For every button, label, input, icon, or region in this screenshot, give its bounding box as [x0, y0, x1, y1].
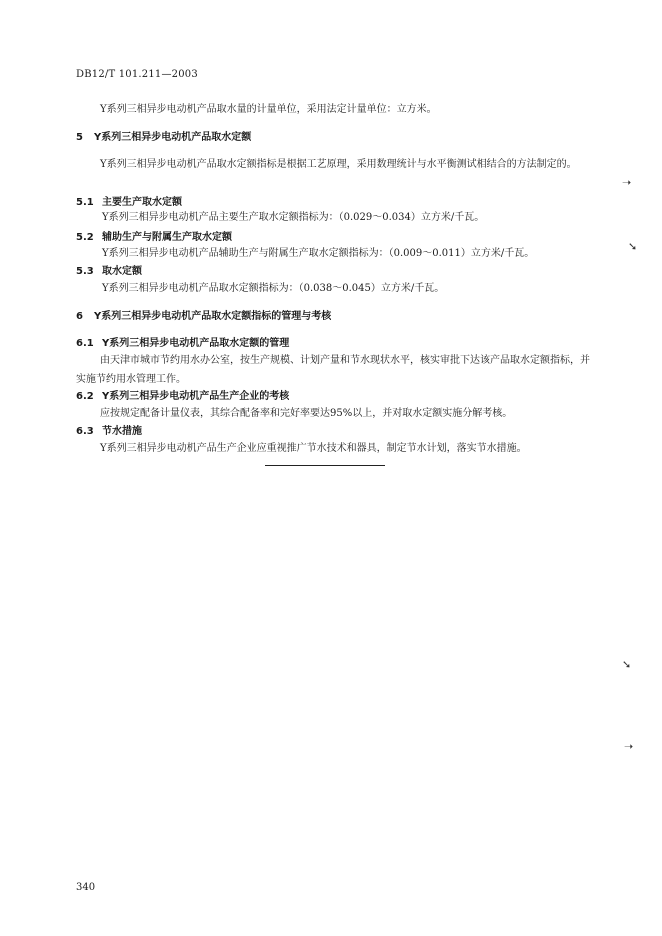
section-6-1-title: Y系列三相异步电动机产品取水定额的管理 [102, 338, 290, 349]
standard-code: DB12/T 101.211—2003 [76, 69, 198, 80]
section-5-2-number: 5.2 [76, 232, 94, 243]
page-number: 340 [76, 882, 96, 893]
section-6-title: Y系列三相异步电动机产品取水定额指标的管理与考核 [94, 311, 332, 322]
section-6-3-title: 节水措施 [102, 426, 142, 437]
section-5-1-text: Y系列三相异步电动机产品主要生产取水定额指标为：（0.029～0.034）立方米/千瓦。 [102, 212, 485, 223]
section-5-number: 5 [76, 132, 83, 143]
section-5-3-number: 5.3 [76, 266, 94, 277]
margin-mark: ➝ [624, 740, 634, 753]
section-6-2-title: Y系列三相异步电动机产品生产企业的考核 [102, 391, 290, 402]
section-5-1-number: 5.1 [76, 197, 94, 208]
section-6-number: 6 [76, 311, 83, 322]
section-6-heading [76, 307, 596, 326]
section-5-2-title: 辅助生产与附属生产取水定额 [102, 232, 232, 243]
section-5-2-text: Y系列三相异步电动机产品辅助生产与附属生产取水定额指标为：（0.009～0.011）立方米/千瓦。 [102, 248, 535, 259]
margin-mark: ➝ [622, 176, 632, 189]
section-6-1-number: 6.1 [76, 338, 94, 349]
section-6-2-text: 应按规定配备计量仪表，其综合配备率和完好率要达95%以上，并对取水定额实施分解考核。 [100, 408, 513, 419]
section-6-3-text: Y系列三相异步电动机产品生产企业应重视推广节水技术和器具，制定节水计划，落实节水措施。 [100, 443, 527, 454]
section-6-3-number: 6.3 [76, 426, 94, 437]
section-6-1-text: 由天津市城市节约用水办公室，按生产规模、计划产量和节水现状水平，核实审批下达该产品取水定额指标，并实施节约用水管理工作。 [76, 355, 590, 385]
margin-mark: ➘ [628, 240, 638, 253]
margin-mark: ➘ [622, 658, 632, 671]
section-5-3-title: 取水定额 [102, 266, 142, 277]
section-5-paragraph: Y系列三相异步电动机产品取水定额指标是根据工艺原理，采用数理统计与水平衡测试相结合的方法制定的。 [100, 159, 577, 170]
intro-paragraph: Y系列三相异步电动机产品取水量的计量单位，采用法定计量单位：立方米。 [100, 104, 437, 115]
section-5-title: Y系列三相异步电动机产品取水定额 [94, 132, 252, 143]
section-6-2-number: 6.2 [76, 391, 94, 402]
end-rule [265, 465, 385, 466]
section-5-3-text: Y系列三相异步电动机产品取水定额指标为：（0.038～0.045）立方米/千瓦。 [102, 283, 445, 294]
section-5-1-title: 主要生产取水定额 [102, 197, 182, 208]
section-5-heading [76, 128, 596, 147]
